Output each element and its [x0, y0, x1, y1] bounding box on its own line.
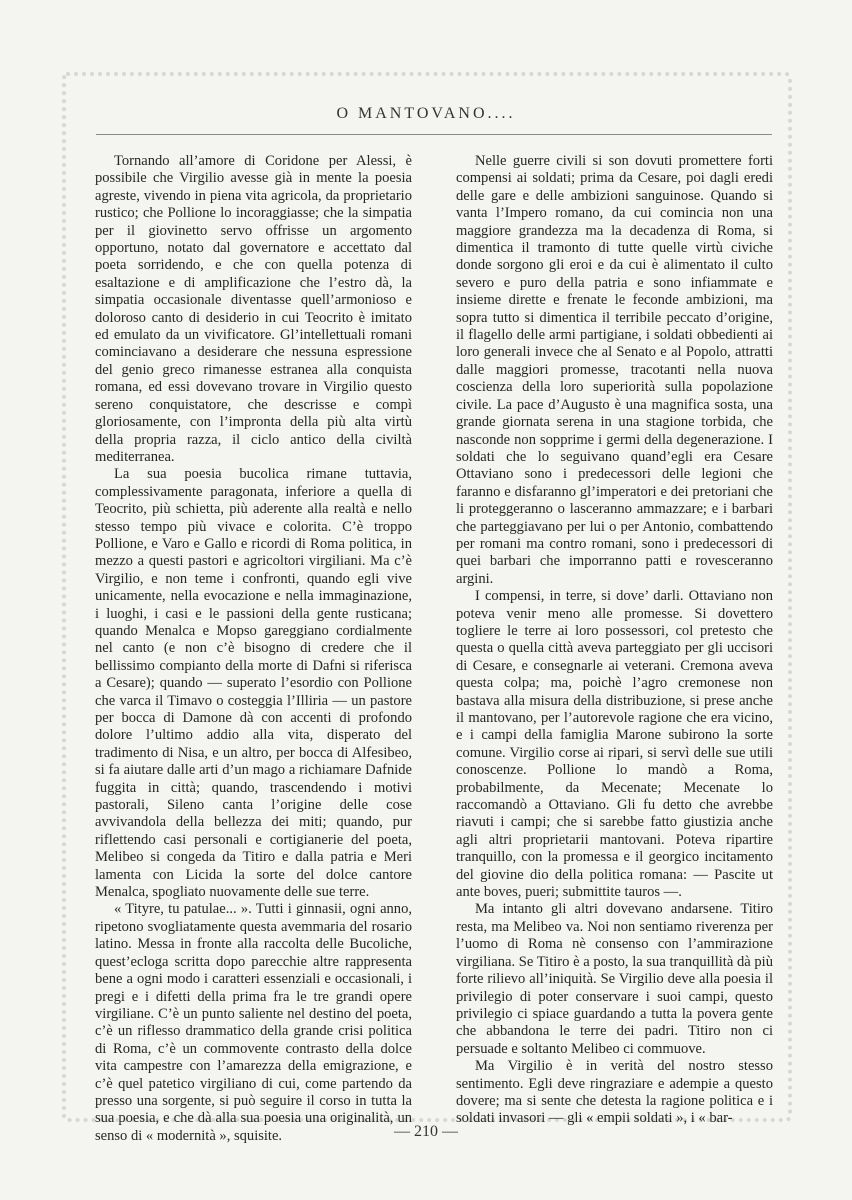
paragraph: Tornando all’amore di Coridone per Alessi, è possibile che Virgilio avesse già in mente la poesia agreste, vivendo in piena vita agricola, da proprietario rustico; che Pollione lo incoraggiasse; che la simpatia per il giovinetto servo offrisse un argomento opportuno, notato dal governatore e accettato dal poeta sorridendo, e che con quella potenza di esaltazione e di amplificazione che l’estro dà, la simpatia occasionale diventasse quell’armonioso e doloroso canto di desiderio in cui Teocrito è imitato ed emulato da un vivificatore. Gl’intellettuali romani cominciavano a desiderare che nessuna espressione del genio greco rimanesse estranea alla conquista romana, ed essi dovevano trovare in Virgilio questo sereno conquistatore, che descrisse e compì gloriosamente, con l’impronta della più alta virtù della propria razza, il ciclo antico della civiltà mediterranea.	[95, 153, 412, 465]
paragraph: Ma Virgilio è in verità del nostro stesso sentimento. Egli deve ringraziare e adempie a questo dovere; ma si sente che detesta la ragione politica e i soldati invasori — gli « empii soldati », i « bar-	[456, 1058, 773, 1127]
header-rule	[96, 134, 772, 135]
paragraph: La sua poesia bucolica rimane tuttavia, complessivamente paragonata, inferiore a quella di Teocrito, più schietta, più aderente alla realtà e nello stesso tempo più vivace e colorita. C’è troppo Pollione, e Varo e Gallo e ricordi di Roma politica, in mezzo a questi pastori e agricoltori virgiliani. Ma c’è Virgilio, e non teme i confronti, quando egli vive unicamente, nella evocazione e nella immaginazione, i luoghi, i casi e le passioni della gente rusticana; quando Menalca e Mopso gareggiano cordialmente nel canto (e non c’è bisogno di credere che il bellissimo compianto della morte di Dafni si riferisca a Cesare); quando — superato l’esordio con Pollione che varca il Timavo o costeggia l’Illiria — un pastore per bocca di Damone dà con accenti di profondo dolore l’ultimo addio alla vita, disperato del tradimento di Nisa, e un altro, per bocca di Alfesibeo, si fa aiutare dalle arti d’un mago a richiamare Dafnide fuggita in città; quando, trascendendo i motivi pastorali, Sileno canta l’origine delle cose avvivandola della bellezza dei miti; quando, pur riflettendo casi personali e cortigianerie del poeta, Melibeo si congeda da Titiro e dalla patria e Meri lamenta con Licida la sorte del dolce cantore Menalca, spogliato nuovamente delle sue terre.	[95, 466, 412, 901]
right-column	[456, 153, 773, 1128]
paragraph: I compensi, in terre, si dove’ darli. Ottaviano non poteva venir meno alle promesse. Si dovettero togliere le terre ai loro possessori, col pretesto che questa o quella città aveva parteggiato per gli uccisori di Cesare, e consegnarle ai veterani. Cremona aveva questa colpa; ma, poichè l’agro cremonese non bastava alla misura della distribuzione, si prese anche il mantovano, per l’autorevole ragione che era vicino, e i campi della famiglia Marone subirono la sorte comune. Virgilio corse ai ripari, si servì delle sue utili conoscenze. Pollione lo mandò a Roma, probabilmente, da Mecenate; Mecenate lo raccomandò a Ottaviano. Gli fu detto che avrebbe riavuti i campi; che si sarebbe fatto giustizia anche agli altri proprietarii mantovani. Poteva ripartire tranquillo, con la promessa e il georgico incitamento del giovine dio della politica romana: — Pascite ut ante boves, pueri; submittite tauros —.	[456, 588, 773, 901]
page-number: — 210 —	[394, 1123, 458, 1140]
paragraph: « Tityre, tu patulae... ». Tutti i ginnasii, ogni anno, ripetono svogliatamente questa avemmaria del rosario latino. Messa in fronte alla raccolta delle Bucoliche, quest’ecloga scritta dopo parecchie altre rappresenta bene a ogni modo i caratteri essenziali e occasionali, i pregi e i difetti della prima fra le tre grandi opere virgiliane. C’è un punto saliente nel destino del poeta, c’è un riflesso drammatico della grande crisi politica di Roma, c’è un commovente contrasto della dolce vita campestre con l’amarezza della emigrazione, e c’è quel patetico virgiliano di cui, come partendo da presso una sorgente, si può seguire il corso in tutta la sua poesia, e che dà alla sua poesia una originalità, un senso di « modernità », squisite.	[95, 901, 412, 1144]
running-header: O MANTOVANO....	[336, 105, 516, 122]
paragraph: Ma intanto gli altri dovevano andarsene. Titiro resta, ma Melibeo va. Noi non sentiamo riverenza per l’uomo di Roma nè consenso con l’ammirazione virgiliana. Se Titiro è a posto, la sua tranquillità dà più forte rilievo all’iniquità. Se Virgilio deve alla poesia il privilegio di poter conservare i suoi campi, questo privilegio ci spiace guardando a tutta la povera gente che abbandona le terre dei padri. Titiro non ci persuade e soltanto Melibeo ci commuove.	[456, 901, 773, 1057]
paragraph: Nelle guerre civili si son dovuti promettere forti compensi ai soldati; prima da Cesare, poi dagli eredi delle gare e delle ambizioni sanguinose. Quando si vanta l’Impero romano, da cui comincia non una maggiore grandezza ma la decadenza di Roma, si dimentica il tramonto di tutte quelle virtù civiche donde sorgono gli eroi e da cui è alimentato il culto severo e puro della patria e sono infiammate e insieme dirette e frenate le feconde ambizioni, ma sopra tutto si dimentica il terribile peccato d’origine, il flagello delle armi partigiane, i soldati obbedienti ai loro generali invece che al Senato e al Popolo, attratti dalle maggiori promesse, tracotanti nella nuova coscienza della loro superiorità sulla popolazione civile. La pace d’Augusto è una magnifica sosta, una grande giornata serena in una stagione torbida, che nasconde non sopprime i germi della degenerazione. I soldati che lo seguivano quand’egli era Cesare Ottaviano sono i predecessori delle legioni che faranno e disfaranno gl’imperatori e dei pretoriani che li proteggeranno o lasceranno ammazzare; e i barbari che parteggiavano per lui o per Antonio, combattendo per romani ma contro romani, sono i predecessori di quei barbari che imporranno patti e rovesceranno argini.	[456, 153, 773, 587]
left-column	[95, 153, 412, 1145]
